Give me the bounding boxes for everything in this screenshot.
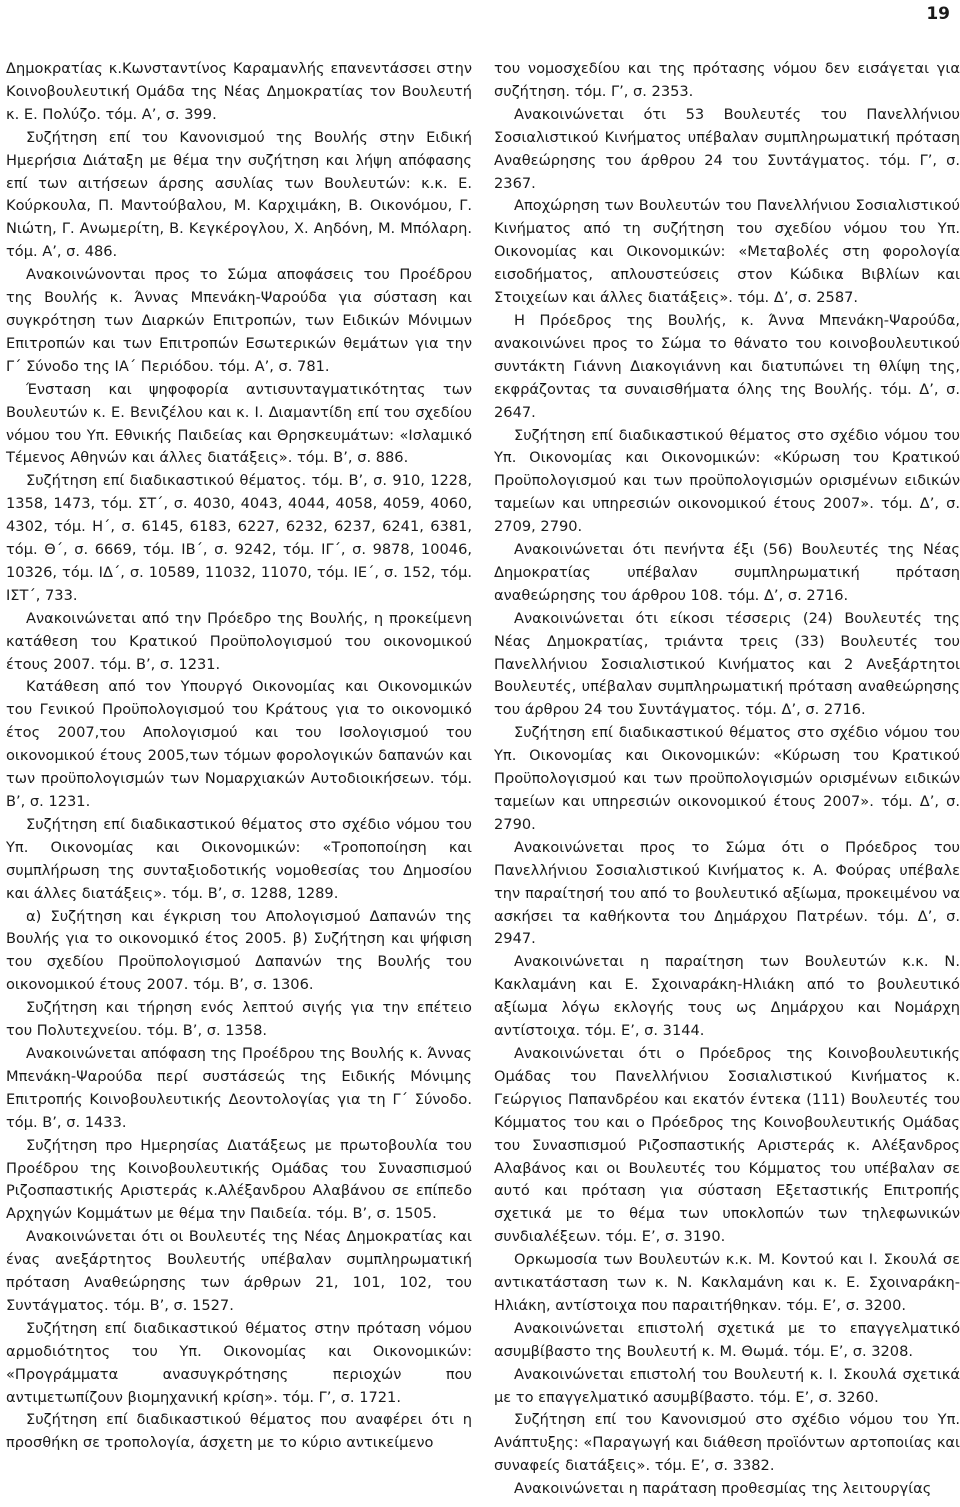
paragraph: Ανακοινώνεται επιστολή του Βουλευτή κ. Ι. Σκουλά σχετικά με το επαγγελματικό ασυμβίβαστο. τόμ. Ε’, σ. 3260. bbox=[494, 1365, 960, 1406]
paragraph: Συζήτηση επί διαδικαστικού θέματος στο σχέδιο νόμου του Υπ. Οικονομίας και Οικονομικών: «Κύρωση του Κρατικού Προϋπολογισμού και των προϋπολογισμών ορισμένων ειδικών ταμείων και υπηρεσιών οικονομικού έτους 2007». τόμ. Δ’, σ. 2709, 2790. bbox=[494, 426, 960, 536]
paragraph: Ανακοινώνεται από την Πρόεδρο της Βουλής, η προκείμενη κατάθεση του Κρατικού Προϋπολογισμού του οικονομικού έτους 2007. τόμ. Β’, σ. 1231. bbox=[6, 609, 472, 673]
paragraph: Συζήτηση επί του Κανονισμού της Βουλής στην Ειδική Ημερήσια Διάταξη με θέμα την συζήτηση και λήψη απόφασης επί των αιτήσεων άρσης ασυλίας των Βουλευτών: κ.κ. Ε. Κούρκουλα, Π. Μαντούβαλου, Μ. Καρχιμάκη, Β. Οικονόμου, Γ. Νιώτη, Γ. Ανωμερίτη, Β. Κεγκέρογλου, Χ. Αηδόνη, Μ. Μπόλαρη. τόμ. Α’, σ. 486. bbox=[6, 128, 472, 261]
paragraph: α) Συζήτηση και έγκριση του Απολογισμού Δαπανών της Βουλής για το οικονομικό έτος 2005. β) Συζήτηση και ψήφιση του σχεδίου Προϋπολογισμού Δαπανών της Βουλής του οικονομικού έτους 2007. τόμ. Β’, σ. 1306. bbox=[6, 907, 472, 994]
paragraph: Αποχώρηση των Βουλευτών του Πανελλήνιου Σοσιαλιστικού Κινήματος από τη συζήτηση του σχεδίου νόμου του Υπ. Οικονομίας και Οικονομικών: «Μεταβολές στη φορολογία εισοδήματος, απλουστεύσεις στον Κώδικα Βιβλίων και Στοιχείων και άλλες διατάξεις». τόμ. Δ’, σ. 2587. bbox=[494, 197, 960, 307]
left-column bbox=[6, 58, 472, 1455]
paragraph: Δημοκρατίας κ.Κωνσταντίνος Καραμανλής επανεντάσσει στην Κοινοβουλευτική Ομάδα της Νέας Δημοκρατίας τον Βουλευτή κ. Ε. Πολύζο. τόμ. Α’, σ. 399. bbox=[6, 60, 472, 123]
paragraph: Συζήτηση επί διαδικαστικού θέματος στην πρόταση νόμου αρμοδιότητος του Υπ. Οικονομίας και Οικονομικών: «Προγράμματα ανασυγκρότησης περιοχών που αντιμετωπίζουν βιομηχανική κρίση». τόμ. Γ’, σ. 1721. bbox=[6, 1319, 472, 1406]
paragraph: Ορκωμοσία των Βουλευτών κ.κ. Μ. Κοντού και Ι. Σκουλά σε αντικατάσταση των κ. Ν. Κακλαμάνη και κ. Ε. Σχοιναράκη-Ηλιάκη, αντίστοιχα που παραιτήθηκαν. τόμ. Ε’, σ. 3200. bbox=[494, 1251, 960, 1314]
paragraph: Συζήτηση επί διαδικαστικού θέματος που αναφέρει ότι η προσθήκη σε τροπολογία, άσχετη με το κύριο αντικείμενο bbox=[6, 1411, 472, 1452]
paragraph: Ανακοινώνεται ότι ο Πρόεδρος της Κοινοβουλευτικής Ομάδας του Πανελλήνιου Σοσιαλιστικού Κινήματος κ. Γεώργιος Παπανδρέου και εκατόν έντεκα (111) Βουλευτές του Κόμματος του και ο Πρόεδρος της Κοινοβουλευτικής Ομάδας του Συνασπισμού Ριζοσπαστικής Αριστεράς κ. Αλέξανδρος Αλαβάνος και οι Βουλευτές του Κόμματος του υπέβαλαν σε αυτό και πρόταση για σύσταση Εξεταστικής Επιτροπής σχετικά με το θέμα των υποκλοπών των τηλεφωνικών συνδιαλέξεων. τόμ. Ε’, σ. 3190. bbox=[494, 1044, 960, 1246]
paragraph: Ανακοινώνεται η παραίτηση των Βουλευτών κ.κ. Ν. Κακλαμάνη και Ε. Σχοιναράκη-Ηλιάκη από το βουλευτικό αξίωμα λόγω εκλογής τους ως Δημάρχου και Νομάρχη αντίστοιχα. τόμ. Ε’, σ. 3144. bbox=[494, 953, 960, 1040]
right-column bbox=[494, 58, 960, 1501]
paragraph: του νομοσχεδίου και της πρότασης νόμου δεν εισάγεται για συζήτηση. τόμ. Γ’, σ. 2353. bbox=[494, 60, 960, 100]
paragraph: Συζήτηση επί διαδικαστικού θέματος. τόμ. Β’, σ. 910, 1228, 1358, 1473, τόμ. ΣΤ΄, σ. 4030, 4043, 4044, 4058, 4059, 4060, 4302, τόμ. Η΄, σ. 6145, 6183, 6227, 6232, 6237, 6241, 6381, τόμ. Θ΄, σ. 6669, τόμ. ΙΒ΄, σ. 9242, τόμ. ΙΓ΄, σ. 9878, 10046, 10326, τόμ. ΙΔ΄, σ. 10589, 11032, 11070, τόμ. ΙΕ΄, σ. 152, τόμ. ΙΣΤ΄, 733. bbox=[6, 472, 472, 604]
page-number: 19 bbox=[926, 4, 950, 24]
paragraph: Συζήτηση και τήρηση ενός λεπτού σιγής για την επέτειο του Πολυτεχνείου. τόμ. Β’, σ. 1358. bbox=[6, 999, 472, 1040]
paragraph: Συζήτηση επί διαδικαστικού θέματος στο σχέδιο νόμου του Υπ. Οικονομίας και Οικονομικών: «Κύρωση του Κρατικού Προϋπολογισμού και των προϋπολογισμών ορισμένων ειδικών ταμείων και υπηρεσιών οικονομικού έτους 2007». τόμ. Δ’, σ. 2790. bbox=[494, 724, 960, 833]
paragraph: Συζήτηση επί διαδικαστικού θέματος στο σχέδιο νόμου του Υπ. Οικονομίας και Οικονομικών: «Τροποποίηση και συμπλήρωση της συνταξιοδοτικής νομοθεσίας του Δημοσίου και άλλες διατάξεις». τόμ. Β’, σ. 1288, 1289. bbox=[6, 815, 472, 902]
paragraph: Κατάθεση από τον Υπουργό Οικονομίας και Οικονομικών του Γενικού Προϋπολογισμού του Κράτους για το οικονομικό έτος 2007,του Απολογισμού και του Ισολογισμού του οικονομικού έτους 2005,των τόμων φορολογικών δαπανών και των προϋπολογισμών των Νομαρχιακών Αυτοδιοικήσεων. τόμ. Β’, σ. 1231. bbox=[6, 678, 472, 810]
paragraph: Ανακοινώνεται η παράταση προθεσμίας της λειτουργίας bbox=[514, 1480, 932, 1498]
paragraph: Ανακοινώνεται ότι είκοσι τέσσερις (24) Βουλευτές της Νέας Δημοκρατίας, τριάντα τρεις (33) Βουλευτές του Πανελλήνιου Σοσιαλιστικού Κινήματος και 2 Ανεξάρτητοι Βουλευτές, υπέβαλαν συμπληρωματική πρόταση αναθεώρησης του άρθρου 24 του Συντάγματος. τόμ. Δ’, σ. 2716. bbox=[494, 609, 960, 719]
paragraph: Ένσταση και ψηφοφορία αντισυνταγματικότητας των Βουλευτών κ. Ε. Βενιζέλου και κ. Ι. Διαμαντίδη επί του σχεδίου νόμου του Υπ. Εθνικής Παιδείας και Θρησκευμάτων: «Ισλαμικό Τέμενος Αθηνών και άλλες διατάξεις». τόμ. Β’, σ. 886. bbox=[6, 380, 472, 467]
paragraph: Συζήτηση προ Ημερησίας Διατάξεως με πρωτοβουλία του Προέδρου της Κοινοβουλευτικής Ομάδας του Συνασπισμού Ριζοσπαστικής Αριστεράς κ.Αλέξανδρου Αλαβάνου σε επίπεδο Αρχηγών Κομμάτων με θέμα την Παιδεία. τόμ. Β’, σ. 1505. bbox=[6, 1136, 472, 1223]
paragraph: Ανακοινώνονται προς το Σώμα αποφάσεις του Προέδρου της Βουλής κ. Άννας Μπενάκη-Ψαρούδα για σύσταση και συγκρότηση των Διαρκών Επιτροπών, των Ειδικών Μόνιμων Επιτροπών και των Επιτροπών Εσωτερικών θεμάτων για την Γ΄ Σύνοδο της ΙΑ΄ Περιόδου. τόμ. Α’, σ. 781. bbox=[6, 266, 472, 375]
paragraph: Ανακοινώνεται ότι πενήντα έξι (56) Βουλευτές της Νέας Δημοκρατίας υπέβαλαν συμπληρωματική πρόταση αναθεώρησης του άρθρου 108. τόμ. Δ’, σ. 2716. bbox=[494, 541, 960, 604]
paragraph: Ανακοινώνεται ότι οι Βουλευτές της Νέας Δημοκρατίας και ένας ανεξάρτητος Βουλευτής υπέβαλαν συμπληρωματική πρόταση Αναθεώρησης των άρθρων 21, 101, 102, του Συντάγματος. τόμ. Β’, σ. 1527. bbox=[6, 1228, 472, 1314]
paragraph: Ανακοινώνεται προς το Σώμα ότι ο Πρόεδρος του Πανελλήνιου Σοσιαλιστικού Κινήματος κ. Α. Φούρας υπέβαλε την παραίτησή του από το βουλευτικό αξίωμα, προκειμένου να ασκήσει τα καθήκοντα του Δημάρχου Πατρέων. τόμ. Δ’, σ. 2947. bbox=[494, 838, 960, 948]
paragraph: Ανακοινώνεται επιστολή σχετικά με το επαγγελματικό ασυμβίβαστο της Βουλευτή κ. Μ. Θωμά. τόμ. Ε’, σ. 3208. bbox=[494, 1319, 960, 1360]
paragraph: Ανακοινώνεται ότι 53 Βουλευτές του Πανελλήνιου Σοσιαλιστικού Κινήματος υπέβαλαν συμπληρωματική πρόταση Αναθεώρησης του άρθρου 24 του Συντάγματος. τόμ. Γ’, σ. 2367. bbox=[494, 105, 960, 192]
paragraph: Ανακοινώνεται απόφαση της Προέδρου της Βουλής κ. Άννας Μπενάκη-Ψαρούδα περί συστάσεώς της Ειδικής Μόνιμης Επιτροπής Κοινοβουλευτικής Δεοντολογίας για τη Γ΄ Σύνοδο. τόμ. Β’, σ. 1433. bbox=[6, 1044, 472, 1131]
paragraph: Συζήτηση επί του Κανονισμού στο σχέδιο νόμου του Υπ. Ανάπτυξης: «Παραγωγή και διάθεση προϊόντων αρτοποιίας και συναφείς διατάξεις». τόμ. Ε’, σ. 3382. bbox=[494, 1411, 960, 1475]
paragraph: Η Πρόεδρος της Βουλής, κ. Άννα Μπενάκη-Ψαρούδα, ανακοινώνει προς το Σώμα το θάνατο του κοινοβουλευτικού συντάκτη Γιάννη Διακογιάννη και διατυπώνει τη θλίψη της, εκφράζοντας τα συναισθήματα όλης της Βουλής. τόμ. Δ’, σ. 2647. bbox=[494, 311, 960, 421]
